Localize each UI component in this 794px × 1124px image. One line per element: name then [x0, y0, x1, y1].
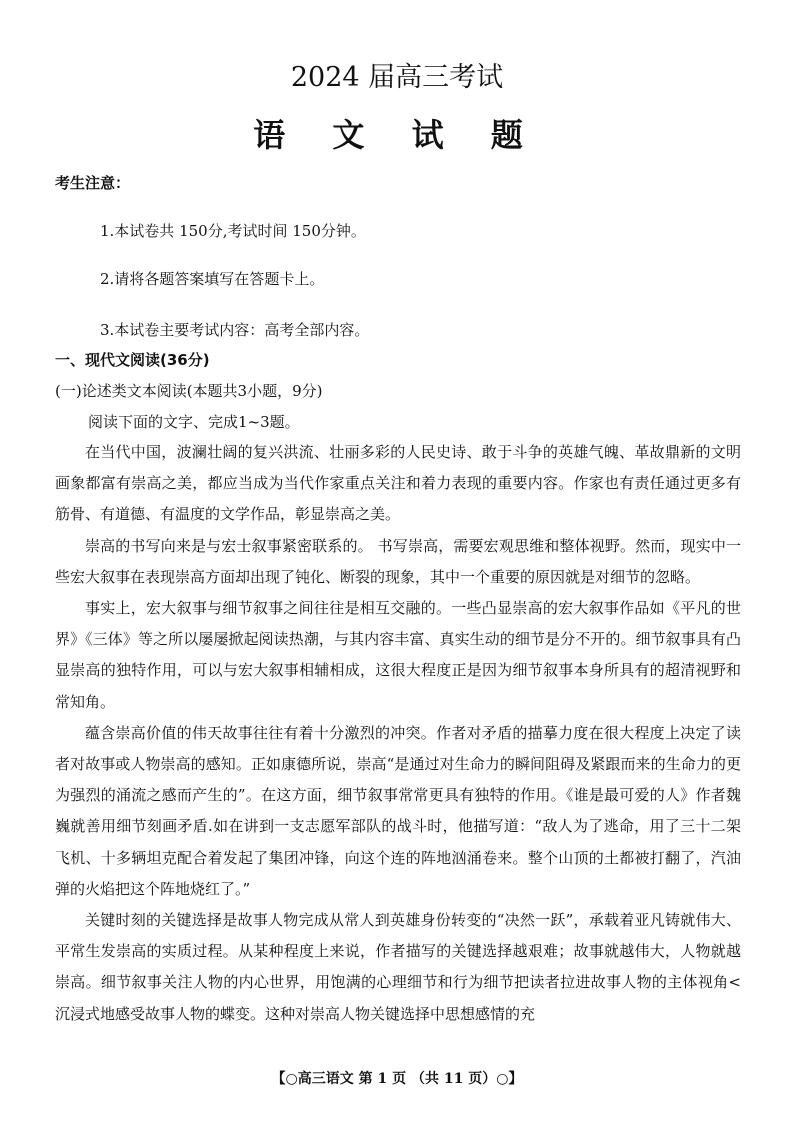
passage-paragraph-4: 蕴含崇高价值的伟天故事往往有着十分激烈的冲突。作者对矛盾的描摹力度在很大程度上决定了读者对故事或人物崇高的感知。正如康德所说，崇高“是通过对生命力的瞬间阻碍及紧跟而来的生命力的更为强烈的涌流之感而产生的”。在这方面，细节叙事常常更具有独特的作用。《谁是最可爱的人》作者魏巍就善用细节刻画矛盾.如在讲到一支志愿军部队的战斗时，他描写道：“敌人为了逃命，用了三十二架飞机、十多辆坦克配合着发起了集团冲锋，向这个连的阵地汹涌卷来。整个山顶的土都被打翻了，汽油弹的火焰把这个阵地烧红了。”	[55, 723, 741, 898]
reading-passage	[55, 437, 741, 1030]
notice-item-2: 2.请将各题答案填写在答题卡上。	[100, 270, 325, 288]
notice-item-3: 3.本试卷主要考试内容：高考全部内容。	[100, 321, 370, 339]
passage-paragraph-3: 事实上，宏大叙事与细节叙事之间往往是相互交融的。一些凸显崇高的宏大叙事作品如《平凡的世界》《三体》等之所以屡屡掀起阅读热潮，与其内容丰富、真实生动的细节是分不开的。细节叙事具有凸显崇高的独特作用，可以与宏大叙事相辅相成，这很大程度正是因为细节叙事本身所具有的超清视野和常知角。	[55, 599, 741, 711]
reading-instruction: 阅读下面的文字、完成1~3题。	[88, 413, 300, 431]
subject-title: 语 文 试 题	[253, 116, 541, 154]
notice-heading: 考生注意：	[55, 174, 131, 192]
section-heading: 一、现代文阅读(36分)	[55, 351, 210, 369]
passage-paragraph-1: 在当代中国，波澜壮阔的复兴洪流、壮丽多彩的人民史诗、敢于斗争的英雄气魄、革故鼎新的文明画象都富有崇高之美，都应当成为当代作家重点关注和着力表现的重要内容。作家也有责任通过更多有筋骨、有道德、有温度的文学作品，彰显崇高之美。	[55, 443, 741, 524]
page-footer: 【○高三语文 第 1 页 （共 11 页）○】	[271, 1071, 523, 1087]
passage-paragraph-2: 崇高的书写向来是与宏士叙事紧密联系的。 书写崇高，需要宏观思维和整体视野。然而，现实中一些宏大叙事在表现崇高方面却出现了钝化、断裂的现象，其中一个重要的原因就是对细节的忽略。	[55, 536, 741, 586]
notice-item-1: 1.本试卷共 150分,考试时间 150分钟。	[100, 222, 366, 240]
exam-title: 2024 届高三考试	[290, 62, 504, 93]
section-subheading: (一)论述类文本阅读(本题共3小题，9分)	[55, 382, 323, 400]
passage-paragraph-5: 关键时刻的关键选择是故事人物完成从常人到英雄身份转变的“决然一跃”，承载着亚凡铸就伟大、平常生发崇高的实质过程。从某种程度上来说，作者描写的关键选择越艰难；故事就越伟大，人物就越崇高。细节叙事关注人物的内心世界，用饱满的心理细节和行为细节把读者拉进故事人物的主体视角<沉浸式地感受故事人物的蝶变。这种对崇高人物关键选择中思想感情的充	[55, 911, 741, 1023]
